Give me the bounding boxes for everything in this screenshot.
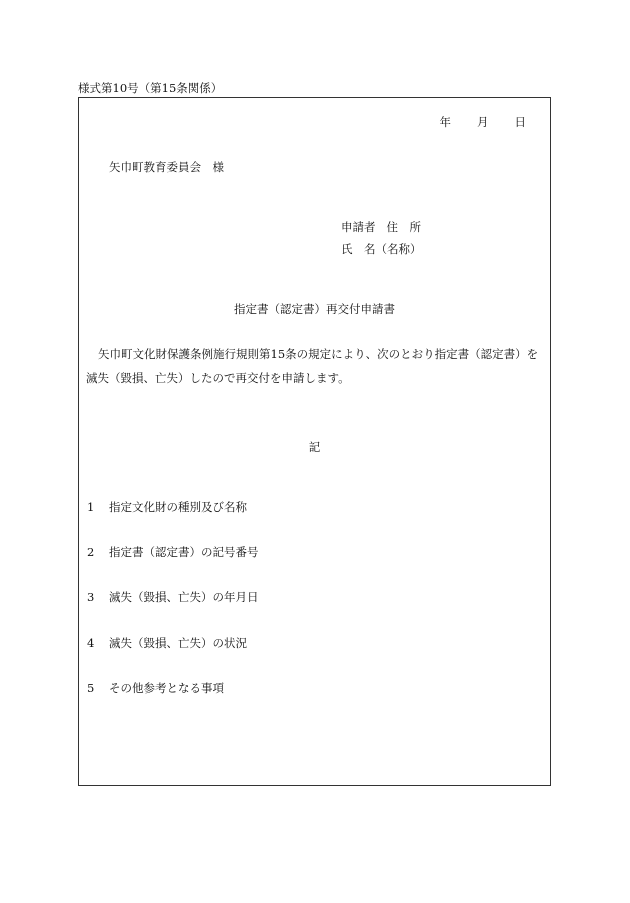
item-label: 滅失（毀損、亡失）の年月日 bbox=[109, 590, 259, 604]
item-number: 3 bbox=[87, 590, 95, 604]
list-item bbox=[87, 499, 247, 515]
item-label: その他参考となる事項 bbox=[109, 681, 224, 695]
item-label: 指定書（認定書）の記号番号 bbox=[109, 545, 259, 559]
item-label: 指定文化財の種別及び名称 bbox=[109, 500, 247, 514]
list-item bbox=[87, 544, 259, 560]
item-number: 2 bbox=[87, 545, 95, 559]
item-number: 1 bbox=[87, 500, 95, 514]
list-item bbox=[87, 680, 224, 696]
date-day-label: 日 bbox=[514, 115, 526, 129]
applicant-label: 申請者 bbox=[341, 220, 376, 234]
item-label: 滅失（毀損、亡失）の状況 bbox=[109, 636, 247, 650]
list-item bbox=[87, 635, 247, 651]
ki-heading: 記 bbox=[308, 440, 321, 454]
item-number: 4 bbox=[87, 636, 95, 650]
item-number: 5 bbox=[87, 681, 95, 695]
date-year-label: 年 bbox=[439, 115, 451, 129]
body-text-line-2: 滅失（毀損、亡失）したので再交付を申請します。 bbox=[86, 371, 350, 385]
applicant-name-label: 氏 名（名称） bbox=[341, 242, 422, 256]
form-number-label: 様式第10号（第15条関係） bbox=[78, 81, 223, 95]
document-title: 指定書（認定書）再交付申請書 bbox=[234, 302, 395, 316]
date-row bbox=[440, 114, 527, 130]
address-label: 住 所 bbox=[386, 220, 421, 234]
applicant-address-line bbox=[341, 219, 421, 235]
addressee: 矢巾町教育委員会 様 bbox=[109, 160, 224, 174]
form-frame bbox=[78, 97, 551, 786]
list-item bbox=[87, 589, 259, 605]
body-text-line-1: 矢巾町文化財保護条例施行規則第15条の規定により、次のとおり指定書（認定書）を bbox=[98, 347, 539, 361]
date-month-label: 月 bbox=[477, 115, 489, 129]
